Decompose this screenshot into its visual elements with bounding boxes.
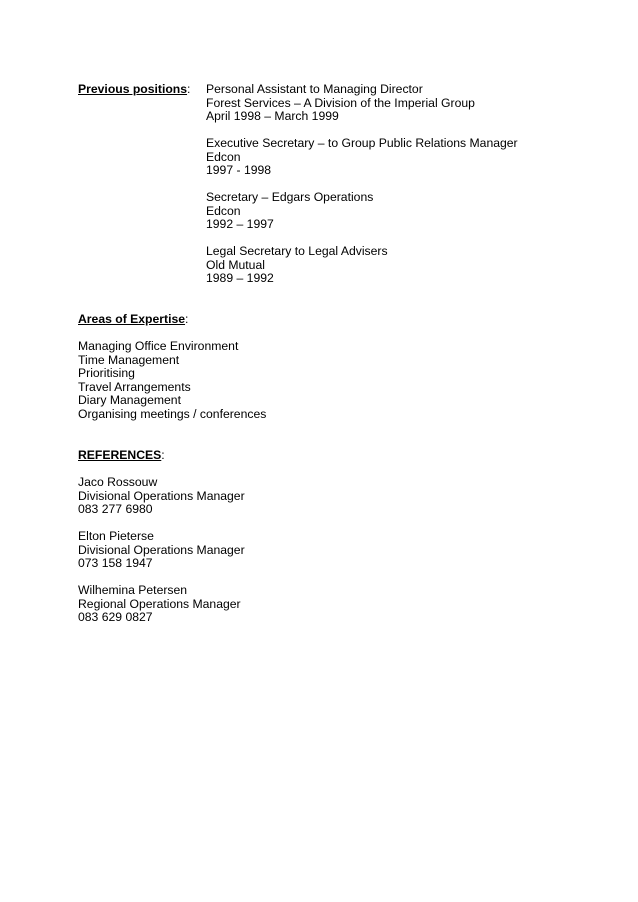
- expertise-heading: Areas of Expertise: [78, 312, 186, 326]
- position-entry: [206, 191, 596, 232]
- references-colon: :: [161, 448, 165, 462]
- position-title: Legal Secretary to Legal Advisers: [206, 244, 388, 258]
- expertise-item: Time Management: [78, 352, 180, 367]
- reference-role: Divisional Operations Manager: [78, 542, 245, 557]
- expertise-item: Organising meetings / conferences: [78, 406, 267, 421]
- reference-phone: 073 158 1947: [78, 556, 153, 570]
- position-entry: [206, 245, 596, 286]
- reference-phone: 083 277 6980: [78, 502, 153, 516]
- position-entry: [206, 137, 596, 178]
- position-period: 1997 - 1998: [206, 163, 272, 177]
- reference-entry: [78, 476, 478, 517]
- expertise-item: Travel Arrangements: [78, 379, 191, 394]
- position-company: Old Mutual: [206, 257, 265, 272]
- references-heading: REFERENCES: [78, 448, 162, 462]
- reference-entry: [78, 584, 478, 625]
- positions-list: [206, 83, 596, 299]
- reference-entry: [78, 530, 478, 571]
- position-company: Edcon: [206, 203, 241, 218]
- position-period: 1992 – 1997: [206, 217, 274, 231]
- references-section: [78, 449, 478, 638]
- reference-role: Divisional Operations Manager: [78, 488, 245, 503]
- position-entry: [206, 83, 596, 124]
- expertise-item: Prioritising: [78, 366, 135, 380]
- expertise-title: [78, 313, 478, 327]
- previous-positions-colon: :: [187, 82, 191, 96]
- reference-role: Regional Operations Manager: [78, 596, 241, 611]
- position-title: Personal Assistant to Managing Director: [206, 82, 423, 96]
- position-period: 1989 – 1992: [206, 271, 274, 285]
- references-title: [78, 449, 478, 463]
- position-company: Forest Services – A Division of the Imperial Group: [206, 95, 475, 110]
- position-company: Edcon: [206, 149, 241, 164]
- expertise-item: Managing Office Environment: [78, 339, 239, 353]
- reference-name: Jaco Rossouw: [78, 475, 158, 489]
- reference-phone: 083 629 0827: [78, 610, 153, 624]
- previous-positions-label: [78, 83, 190, 97]
- expertise-colon: :: [185, 312, 189, 326]
- expertise-section: [78, 313, 478, 421]
- expertise-item: Diary Management: [78, 393, 181, 407]
- previous-positions-heading: Previous positions: [78, 82, 188, 96]
- reference-name: Elton Pieterse: [78, 529, 154, 543]
- position-period: April 1998 – March 1999: [206, 109, 339, 123]
- position-title: Secretary – Edgars Operations: [206, 190, 374, 204]
- reference-name: Wilhemina Petersen: [78, 583, 188, 597]
- position-title: Executive Secretary – to Group Public Relations Manager: [206, 136, 518, 150]
